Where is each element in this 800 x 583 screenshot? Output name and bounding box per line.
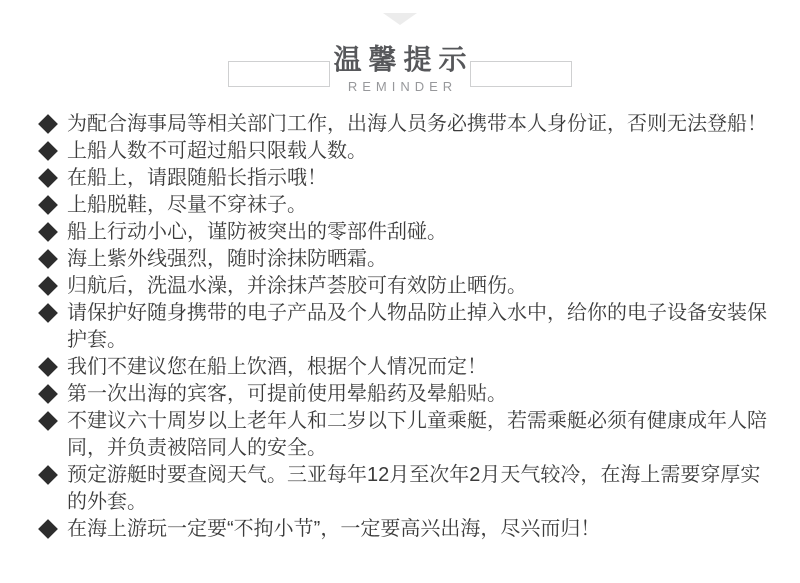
tip-item bbox=[38, 408, 770, 462]
page-title: 温馨提示 bbox=[333, 44, 474, 75]
tip-text: 在船上，请跟随船长指示哦！ bbox=[67, 167, 327, 189]
tip-text: 请保护好随身携带的电子产品及个人物品防止掉入水中，给你的电子设备安装保护套。 bbox=[67, 302, 767, 351]
tip-item bbox=[38, 246, 770, 273]
tip-text: 第一次出海的宾客，可提前使用晕船药及晕船贴。 bbox=[67, 383, 507, 405]
tip-text: 为配合海事局等相关部门工作，出海人员务必携带本人身份证，否则无法登船！ bbox=[67, 113, 767, 135]
tip-text: 归航后，洗温水澡，并涂抹芦荟胶可有效防止晒伤。 bbox=[67, 275, 527, 297]
tip-text: 上船人数不可超过船只限载人数。 bbox=[67, 140, 367, 162]
diamond-bullet-icon bbox=[38, 381, 58, 408]
diamond-bullet-icon bbox=[38, 273, 58, 300]
tip-item bbox=[38, 381, 770, 408]
tip-item bbox=[38, 111, 770, 138]
diamond-bullet-icon bbox=[38, 300, 58, 327]
diamond-bullet-icon bbox=[38, 165, 58, 192]
tip-item bbox=[38, 165, 770, 192]
diamond-bullet-icon bbox=[38, 111, 58, 138]
diamond-bullet-icon bbox=[38, 192, 58, 219]
diamond-bullet-icon bbox=[38, 219, 58, 246]
tip-item bbox=[38, 273, 770, 300]
tip-text: 在海上游玩一定要“不拘小节”，一定要高兴出海，尽兴而归！ bbox=[67, 518, 601, 540]
tip-item bbox=[38, 219, 770, 246]
tip-text: 预定游艇时要查阅天气。三亚每年12月至次年2月天气较冷，在海上需要穿厚实的外套。 bbox=[67, 464, 761, 513]
page-subtitle: REMINDER bbox=[347, 79, 458, 94]
diamond-bullet-icon bbox=[38, 516, 58, 543]
tip-item bbox=[38, 354, 770, 381]
diamond-bullet-icon bbox=[38, 246, 58, 273]
tip-text: 上船脱鞋，尽量不穿袜子。 bbox=[67, 194, 307, 216]
tip-text: 不建议六十周岁以上老年人和二岁以下儿童乘艇，若需乘艇必须有健康成年人陪同，并负责被陪同人的安全。 bbox=[67, 410, 767, 459]
diamond-bullet-icon bbox=[38, 462, 58, 489]
tip-item bbox=[38, 300, 770, 354]
tip-item bbox=[38, 516, 770, 543]
tip-item bbox=[38, 462, 770, 516]
header bbox=[0, 0, 800, 100]
tip-text: 我们不建议您在船上饮酒，根据个人情况而定！ bbox=[67, 356, 487, 378]
tip-text: 海上紫外线强烈，随时涂抹防晒霜。 bbox=[67, 248, 387, 270]
tip-item bbox=[38, 138, 770, 165]
tip-item bbox=[38, 192, 770, 219]
diamond-bullet-icon bbox=[38, 408, 58, 435]
diamond-bullet-icon bbox=[38, 138, 58, 165]
diamond-bullet-icon bbox=[38, 354, 58, 381]
tips-list bbox=[38, 111, 770, 543]
tip-text: 船上行动小心，谨防被突出的零部件刮碰。 bbox=[67, 221, 447, 243]
